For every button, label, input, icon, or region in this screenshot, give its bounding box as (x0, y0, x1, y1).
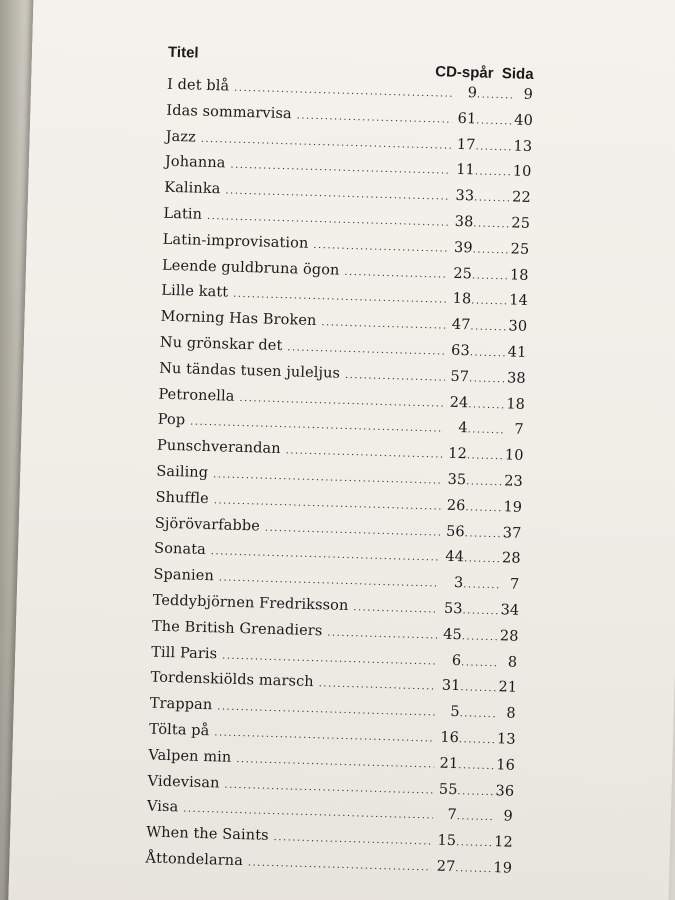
entry-page-number: 23 (503, 473, 524, 490)
entry-title: Spanien (153, 566, 215, 585)
dot-leader (327, 627, 438, 641)
dot-leader (287, 342, 446, 357)
entry-title: Punschverandan (156, 437, 281, 458)
dot-leader (344, 266, 448, 280)
dot-leader (214, 727, 435, 744)
dot-leader (460, 683, 498, 695)
entry-cd-track: 9 (467, 85, 478, 102)
dot-leader (225, 186, 450, 203)
dot-leader (224, 779, 433, 796)
entry-cd-track: 15 (437, 832, 457, 850)
dot-leader (201, 133, 452, 151)
dot-leader (467, 450, 505, 462)
entry-cd-track: 5 (450, 704, 460, 721)
entry-title: Shuffle (155, 489, 210, 507)
entry-page-number: 10 (504, 447, 524, 465)
dot-leader (297, 110, 453, 125)
entry-page-number: 21 (498, 679, 518, 697)
entry-title: Morning Has Broken (160, 308, 317, 330)
dot-leader (466, 476, 504, 488)
dot-leader (217, 702, 436, 719)
entry-cd-track: 55 (438, 781, 458, 798)
entry-page-number: 9 (523, 86, 534, 103)
entry-page-number: 12 (493, 834, 513, 851)
entry-page-number: 36 (495, 782, 515, 800)
entry-cd-track: 56 (445, 523, 465, 540)
dot-leader (475, 167, 513, 179)
entry-page-number: 10 (512, 163, 532, 181)
entry-cd-track: 39 (453, 239, 473, 257)
entry-page-number: 18 (509, 266, 529, 284)
entry-title: Åttondelarna (145, 850, 244, 870)
entry-title: Latin-improvisation (162, 231, 309, 252)
dot-leader (472, 270, 510, 282)
dot-leader (214, 495, 442, 512)
entry-page-number: 13 (513, 138, 533, 155)
table-of-contents (145, 77, 533, 887)
entry-title: Lille katt (161, 283, 229, 301)
dot-leader (190, 417, 444, 435)
dot-leader (248, 857, 432, 873)
entry-title: Valpen min (148, 747, 232, 766)
dot-leader (467, 425, 505, 437)
entry-title: When the Saints (146, 824, 269, 844)
entry-page-number: 14 (509, 292, 529, 310)
entry-title: Sonata (153, 540, 207, 559)
entry-page-number: 38 (506, 370, 526, 387)
dot-leader (236, 754, 434, 771)
entry-page-number: 28 (499, 628, 519, 645)
entry-cd-track: 25 (453, 265, 473, 282)
dot-leader (463, 579, 501, 591)
entry-page-number: 7 (514, 421, 524, 439)
entry-title: Pop (157, 411, 186, 429)
dot-leader (353, 602, 439, 615)
entry-title: Teddybjörnen Fredriksson (152, 592, 349, 614)
dot-leader (469, 373, 507, 385)
book-page (8, 0, 675, 900)
entry-title: Visa (146, 798, 179, 816)
dot-leader (465, 528, 503, 540)
dot-leader (321, 317, 446, 331)
entry-cd-track: 53 (443, 600, 463, 618)
title-column-heading: Titel (167, 43, 199, 62)
dot-leader (457, 811, 495, 823)
entry-cd-track: 27 (436, 858, 456, 876)
entry-title: Leende guldbruna ögon (161, 257, 340, 279)
dot-leader (475, 141, 513, 153)
entry-title: Johanna (164, 154, 226, 172)
entry-title: Trappan (149, 695, 213, 714)
entry-cd-track: 11 (455, 162, 476, 179)
entry-cd-track: 7 (447, 807, 458, 824)
entry-title: Jazz (165, 128, 197, 146)
entry-cd-track: 44 (445, 549, 465, 566)
dot-leader (213, 469, 442, 486)
entry-cd-track: 3 (453, 575, 464, 592)
entry-title: I det blå (166, 76, 230, 95)
entry-cd-track: 57 (450, 368, 470, 386)
entry-cd-track: 26 (446, 497, 466, 514)
entry-title: Till Paris (151, 644, 218, 662)
dot-leader (183, 804, 433, 822)
dot-leader (211, 547, 440, 564)
dot-leader (207, 211, 450, 229)
entry-cd-track: 16 (440, 729, 460, 747)
dot-leader (219, 573, 440, 590)
dot-leader (285, 445, 443, 460)
dot-leader (313, 240, 449, 255)
entry-cd-track: 24 (449, 394, 469, 411)
cd-track-column-heading: CD-spår (434, 63, 494, 82)
dot-leader (477, 89, 515, 101)
entry-page-number: 13 (496, 731, 516, 748)
entry-cd-track: 17 (456, 136, 476, 153)
entry-page-number: 8 (506, 705, 516, 722)
dot-leader (319, 679, 437, 693)
entry-page-number: 30 (508, 318, 528, 336)
entry-cd-track: 35 (447, 471, 467, 489)
entry-page-number: 8 (507, 654, 518, 671)
entry-page-number: 19 (493, 860, 513, 877)
entry-cd-track: 18 (452, 291, 472, 308)
entry-title: Nu tändas tusen juleljus (158, 360, 341, 382)
dot-leader (476, 115, 514, 127)
dot-leader (457, 786, 495, 798)
dot-leader (460, 708, 498, 720)
dot-leader (471, 296, 509, 308)
dot-leader (472, 244, 510, 256)
dot-leader (465, 502, 503, 514)
dot-leader (230, 160, 451, 177)
dot-leader (470, 347, 508, 359)
dot-leader (459, 734, 497, 746)
dot-leader (470, 321, 508, 333)
entry-page-number: 41 (507, 344, 527, 361)
entry-title: Videvisan (147, 773, 220, 792)
dot-leader (222, 650, 437, 667)
dot-leader (234, 83, 453, 100)
entry-cd-track: 21 (439, 755, 459, 772)
entry-cd-track: 61 (457, 110, 477, 128)
dot-leader (239, 392, 444, 409)
dot-leader (233, 289, 447, 306)
entry-title: Nu grönskar det (159, 334, 283, 355)
entry-cd-track: 4 (458, 420, 468, 437)
dot-leader (273, 832, 432, 847)
entry-cd-track: 63 (450, 342, 471, 360)
entry-cd-track: 33 (455, 188, 475, 205)
entry-cd-track: 38 (454, 213, 474, 231)
entry-page-number: 16 (496, 756, 516, 774)
dot-leader (345, 370, 445, 384)
entry-cd-track: 6 (451, 652, 462, 669)
entry-page-number: 19 (503, 499, 523, 516)
entry-cd-track: 47 (451, 316, 471, 334)
dot-leader (265, 522, 441, 538)
entry-cd-track: 31 (441, 677, 461, 695)
dot-leader (462, 631, 500, 643)
entry-title: Latin (163, 205, 203, 223)
dot-leader (462, 605, 500, 617)
entry-page-number: 7 (509, 576, 520, 593)
entry-page-number: 25 (510, 241, 530, 258)
entry-page-number: 22 (511, 189, 531, 207)
dot-leader (468, 399, 506, 411)
dot-leader (464, 554, 502, 566)
entry-page-number: 9 (503, 808, 514, 826)
dot-leader (474, 193, 512, 205)
entry-page-number: 18 (506, 395, 526, 413)
entry-title: Sjörövarfabbe (154, 515, 261, 535)
entry-title: The British Grenadiers (151, 618, 323, 640)
entry-title: Petronella (158, 386, 235, 405)
entry-cd-track: 12 (448, 445, 468, 463)
dot-leader (473, 218, 511, 230)
entry-page-number: 37 (502, 524, 522, 542)
page-column-heading: Sida (501, 65, 534, 83)
entry-page-number: 34 (500, 602, 520, 619)
entry-cd-track: 45 (443, 626, 463, 643)
entry-title: Kalinka (164, 179, 221, 198)
entry-page-number: 25 (511, 215, 531, 232)
dot-leader (455, 863, 493, 875)
entry-title: Sailing (156, 463, 209, 482)
entry-title: Tölta på (148, 721, 210, 740)
dot-leader (458, 760, 496, 772)
dot-leader (456, 837, 494, 849)
entry-title: Idas sommarvisa (166, 102, 292, 123)
entry-page-number: 28 (501, 550, 521, 568)
entry-page-number: 40 (514, 112, 534, 129)
entry-title: Tordenskiölds marsch (150, 669, 314, 691)
dot-leader (461, 657, 499, 669)
